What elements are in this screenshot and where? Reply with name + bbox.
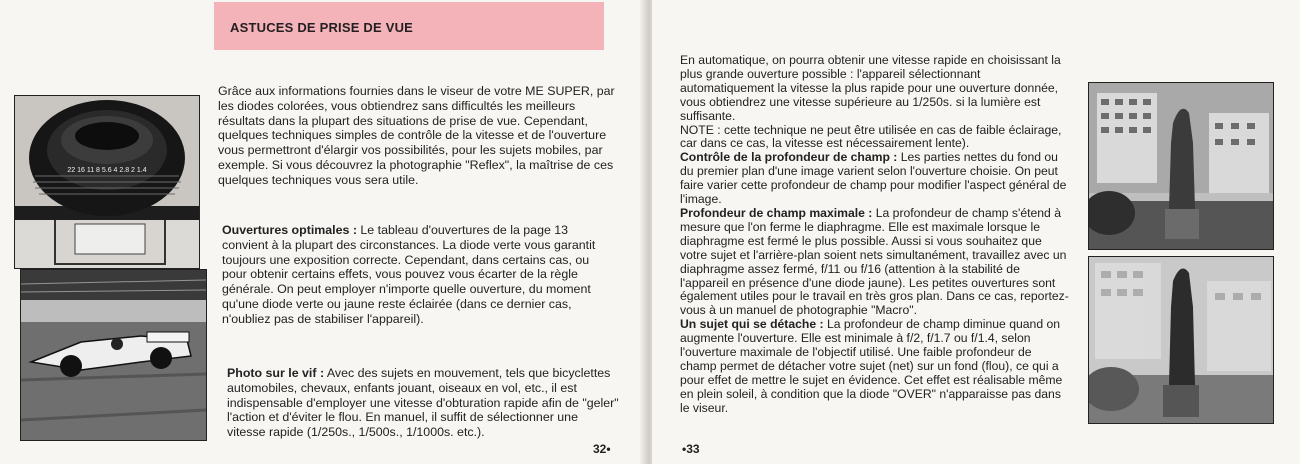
note-paragraph: NOTE : cette technique ne peut être utilisée en cas de faible éclairage, car dans ce cas, la vitesse est nécessairement lente). xyxy=(680,122,1062,151)
intro-text: Grâce aux informations fournies dans le viseur de votre ME SUPER, par les diodes colorées, vous obtiendrez sans difficultés les meilleurs résultats dans la plupart des situations de prise de vue. Cependant, quelques techniques simples de contrôle de la vitesse et de l'ouverture vous permettront d'élargir vos possibilités, pour les sujets mobiles, par exemple. Si vous découvrez la photographie "Reflex", la maîtrise de ces quelques techniques vous sera utile. xyxy=(218,84,615,187)
intro-paragraph xyxy=(218,84,616,188)
page-number: 32• xyxy=(593,442,611,456)
section-body: Avec des sujets en mouvement, tels que bicyclettes automobiles, chevaux, enfants jouant, oiseaux en vol, etc., il est indispensable d'employer une vitesse d'obturation rapide afin de "geler" l'action et d'éviter le flou. En manuel, il suffit de sélectionner une vitesse rapide (1/250s., 1/500s., 1/1000s. etc.). xyxy=(227,366,619,440)
statue-photo-sharp xyxy=(1088,82,1274,250)
auto-speed-paragraph: En automatique, on pourra obtenir une vitesse rapide en choisissant la plus grande ouverture possible : l'appareil sélectionnant automatiquement la vitesse la plus rapide pour une ouverture donnée, vous obtiendrez une vitesse supérieure au 1/250s. si la lumière est suffisante. xyxy=(680,53,1061,123)
section-body: La profondeur de champ diminue quand on augmente l'ouverture. Elle est minimale à f/2, f/1.7 ou f/1.4, selon l'ouverture maximale de l'objectif utilisé. Une faible profondeur de champ permet de détacher votre sujet (net) sur un fond (flou), ce qui a pour effet de mettre le sujet en évidence. Cet effet est réalisable même en plein soleil, à condition que la diode "OVER" n'apparaisse pas dans le viseur. xyxy=(680,317,1063,415)
section-body: Les parties nettes du fond ou du premier plan d'une image varient selon l'ouverture choisie. On peut faire varier cette profondeur de champ pour modifier l'aspect général de l'image. xyxy=(680,150,1067,207)
lens-aperture-scale: 22 16 11 8 5.6 4 2.8 2 1.4 xyxy=(67,167,147,174)
page-title: ASTUCES DE PRISE DE VUE xyxy=(230,20,414,35)
left-page xyxy=(0,0,646,464)
right-page xyxy=(652,0,1300,464)
section-action-photo xyxy=(227,366,619,440)
section-heading: Un sujet qui se détache : xyxy=(680,317,824,332)
header-band xyxy=(214,2,604,50)
section-body: La profondeur de champ s'étend à mesure que l'on ferme le diaphragme. Elle est maximale lorsque le diaphragme est fermé le plus possible. Aussi si vous souhaitez que votre sujet et l'arrière-plan soient nets simultanément, travaillez avec un diaphragme assez fermé, f/11 ou f/16 (attention à la stabilité de l'appareil en présence d'une diode jaune). Les petites ouvertures sont également utiles pour le travail en très gros plan. Dans ce cas, reportez-vous à un manuel de photographie "Macro". xyxy=(680,205,1069,318)
section-heading: Contrôle de la profondeur de champ : xyxy=(680,150,898,165)
statue-illustration xyxy=(1089,83,1273,249)
section-heading: Photo sur le vif : xyxy=(227,366,325,380)
camera-lens-illustration xyxy=(15,96,199,268)
right-text-column xyxy=(680,54,1070,416)
section-heading: Ouvertures optimales : xyxy=(222,223,357,237)
section-body: Le tableau d'ouvertures de la page 13 convient à la plupart des circonstances. La diode verte vous garantit toujours une exposition correcte. Cependant, dans certains cas, ou pour obtenir certains effets, vous pouvez vous écarter de la règle générale. On peut employer n'importe quelle ouverture, du moment qu'une diode verte ou jaune reste éclairée (dans ce dernier cas, n'oubliez pas de stabiliser l'appareil). xyxy=(222,223,596,326)
section-optimal-apertures xyxy=(222,223,614,327)
section-heading: Profondeur de champ maximale : xyxy=(680,205,873,220)
race-car-photo xyxy=(20,269,207,441)
statue-illustration xyxy=(1089,257,1273,423)
camera-lens-photo xyxy=(14,95,200,269)
page-number: •33 xyxy=(682,442,700,456)
race-car-illustration xyxy=(21,270,206,440)
statue-photo-blurred-background xyxy=(1088,256,1274,424)
